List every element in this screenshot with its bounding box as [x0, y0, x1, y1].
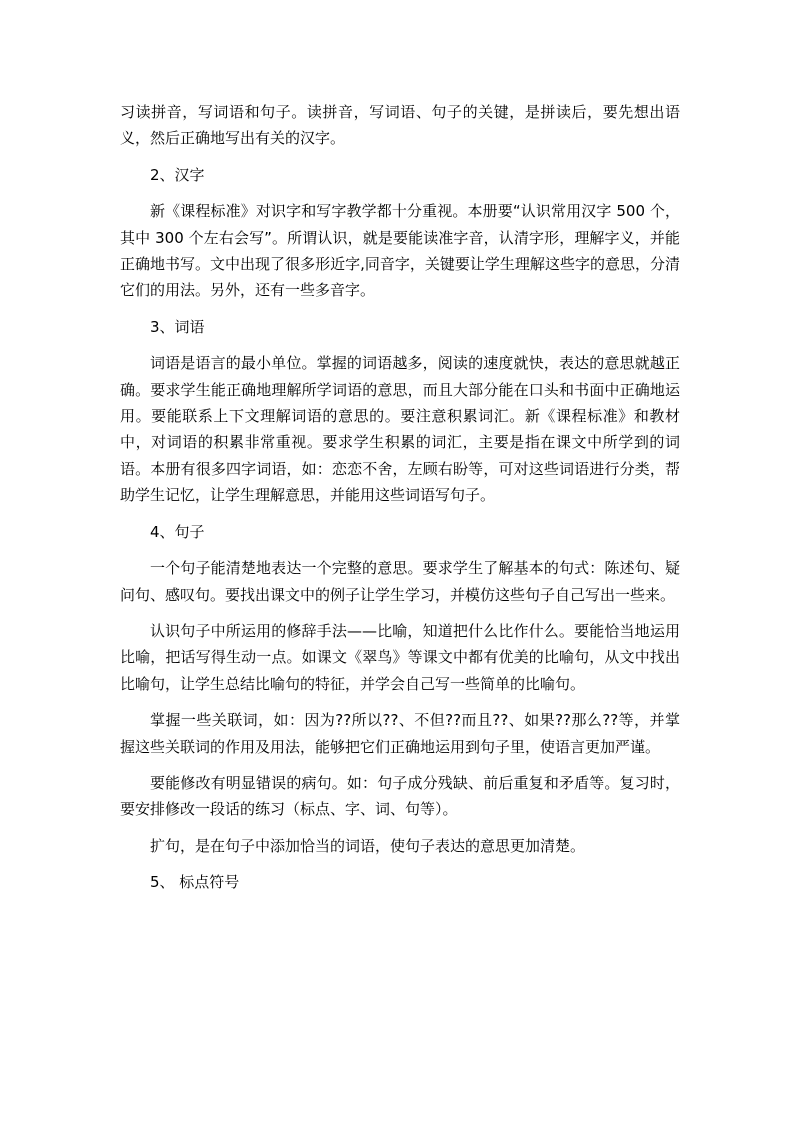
section-heading-ciyu: 3、词语 [150, 317, 205, 336]
section-heading-hanzi: 2、汉字 [150, 165, 205, 184]
paragraph-juzi-4: 要能修改有明显错误的病句。如：句子成分残缺、前后重复和矛盾等。复习时，要安排修改一段话的练习（标点、字、词、句等）。 [120, 773, 680, 819]
paragraph-juzi-3: 掌握一些关联词，如：因为??所以??、不但??而且??、如果??那么??等，并掌握这些关联词的作用及用法，能够把它们正确地运用到句子里，使语言更加严谨。 [120, 711, 680, 756]
paragraph-juzi-5: 扩句，是在句子中添加恰当的词语，使句子表达的意思更加清楚。 [150, 836, 586, 855]
section-heading-juzi: 4、句子 [150, 522, 205, 541]
paragraph-ciyu-1: 词语是语言的最小单位。掌握的词语越多，阅读的速度就快，表达的意思就越正确。要求学生能正确地理解所学词语的意思，而且大部分能在口头和书面中正确地运用。要能联系上下文理解词语的意思的。要注意积累词汇。新《课程标准》和教材中，对词语的积累非常重视。要求学生积累的词汇，主要是指在课文中所学到的词语。本册有很多四字词语，如：恋恋不舍，左顾右盼等，可对这些词语进行分类，帮助学生记忆，让学生理解意思，并能用这些词语写句子。 [120, 354, 680, 505]
section-heading-biaodian: 5、 标点符号 [150, 873, 240, 892]
intro-paragraph: 习读拼音，写词语和句子。读拼音，写词语、句子的关键，是拼读后，要先想出语义，然后正确地写出有关的汉字。 [120, 103, 680, 148]
paragraph-juzi-1: 一个句子能清楚地表达一个完整的意思。要求学生了解基本的句式：陈述句、疑问句、感叹句。要找出课文中的例子让学生学习，并模仿这些句子自己写出一些来。 [120, 559, 680, 604]
paragraph-juzi-2: 认识句子中所运用的修辞手法——比喻，知道把什么比作什么。要能恰当地运用比喻，把话写得生动一点。如课文《翠鸟》等课文中都有优美的比喻句，从文中找出比喻句，让学生总结比喻句的特征，并学会自己写一些简单的比喻句。 [120, 621, 680, 693]
paragraph-hanzi-1: 新《课程标准》对识字和写字教学都十分重视。本册要“认识常用汉字 500 个，其中 300 个左右会写”。所谓认识，就是要能读准字音，认清字形，理解字义，并能正确地书写。文中出现了很多形近字,同音字，关键要让学生理解这些字的意思，分清它们的用法。另外，还有一些多音字。 [120, 202, 680, 300]
document-body [120, 99, 680, 896]
